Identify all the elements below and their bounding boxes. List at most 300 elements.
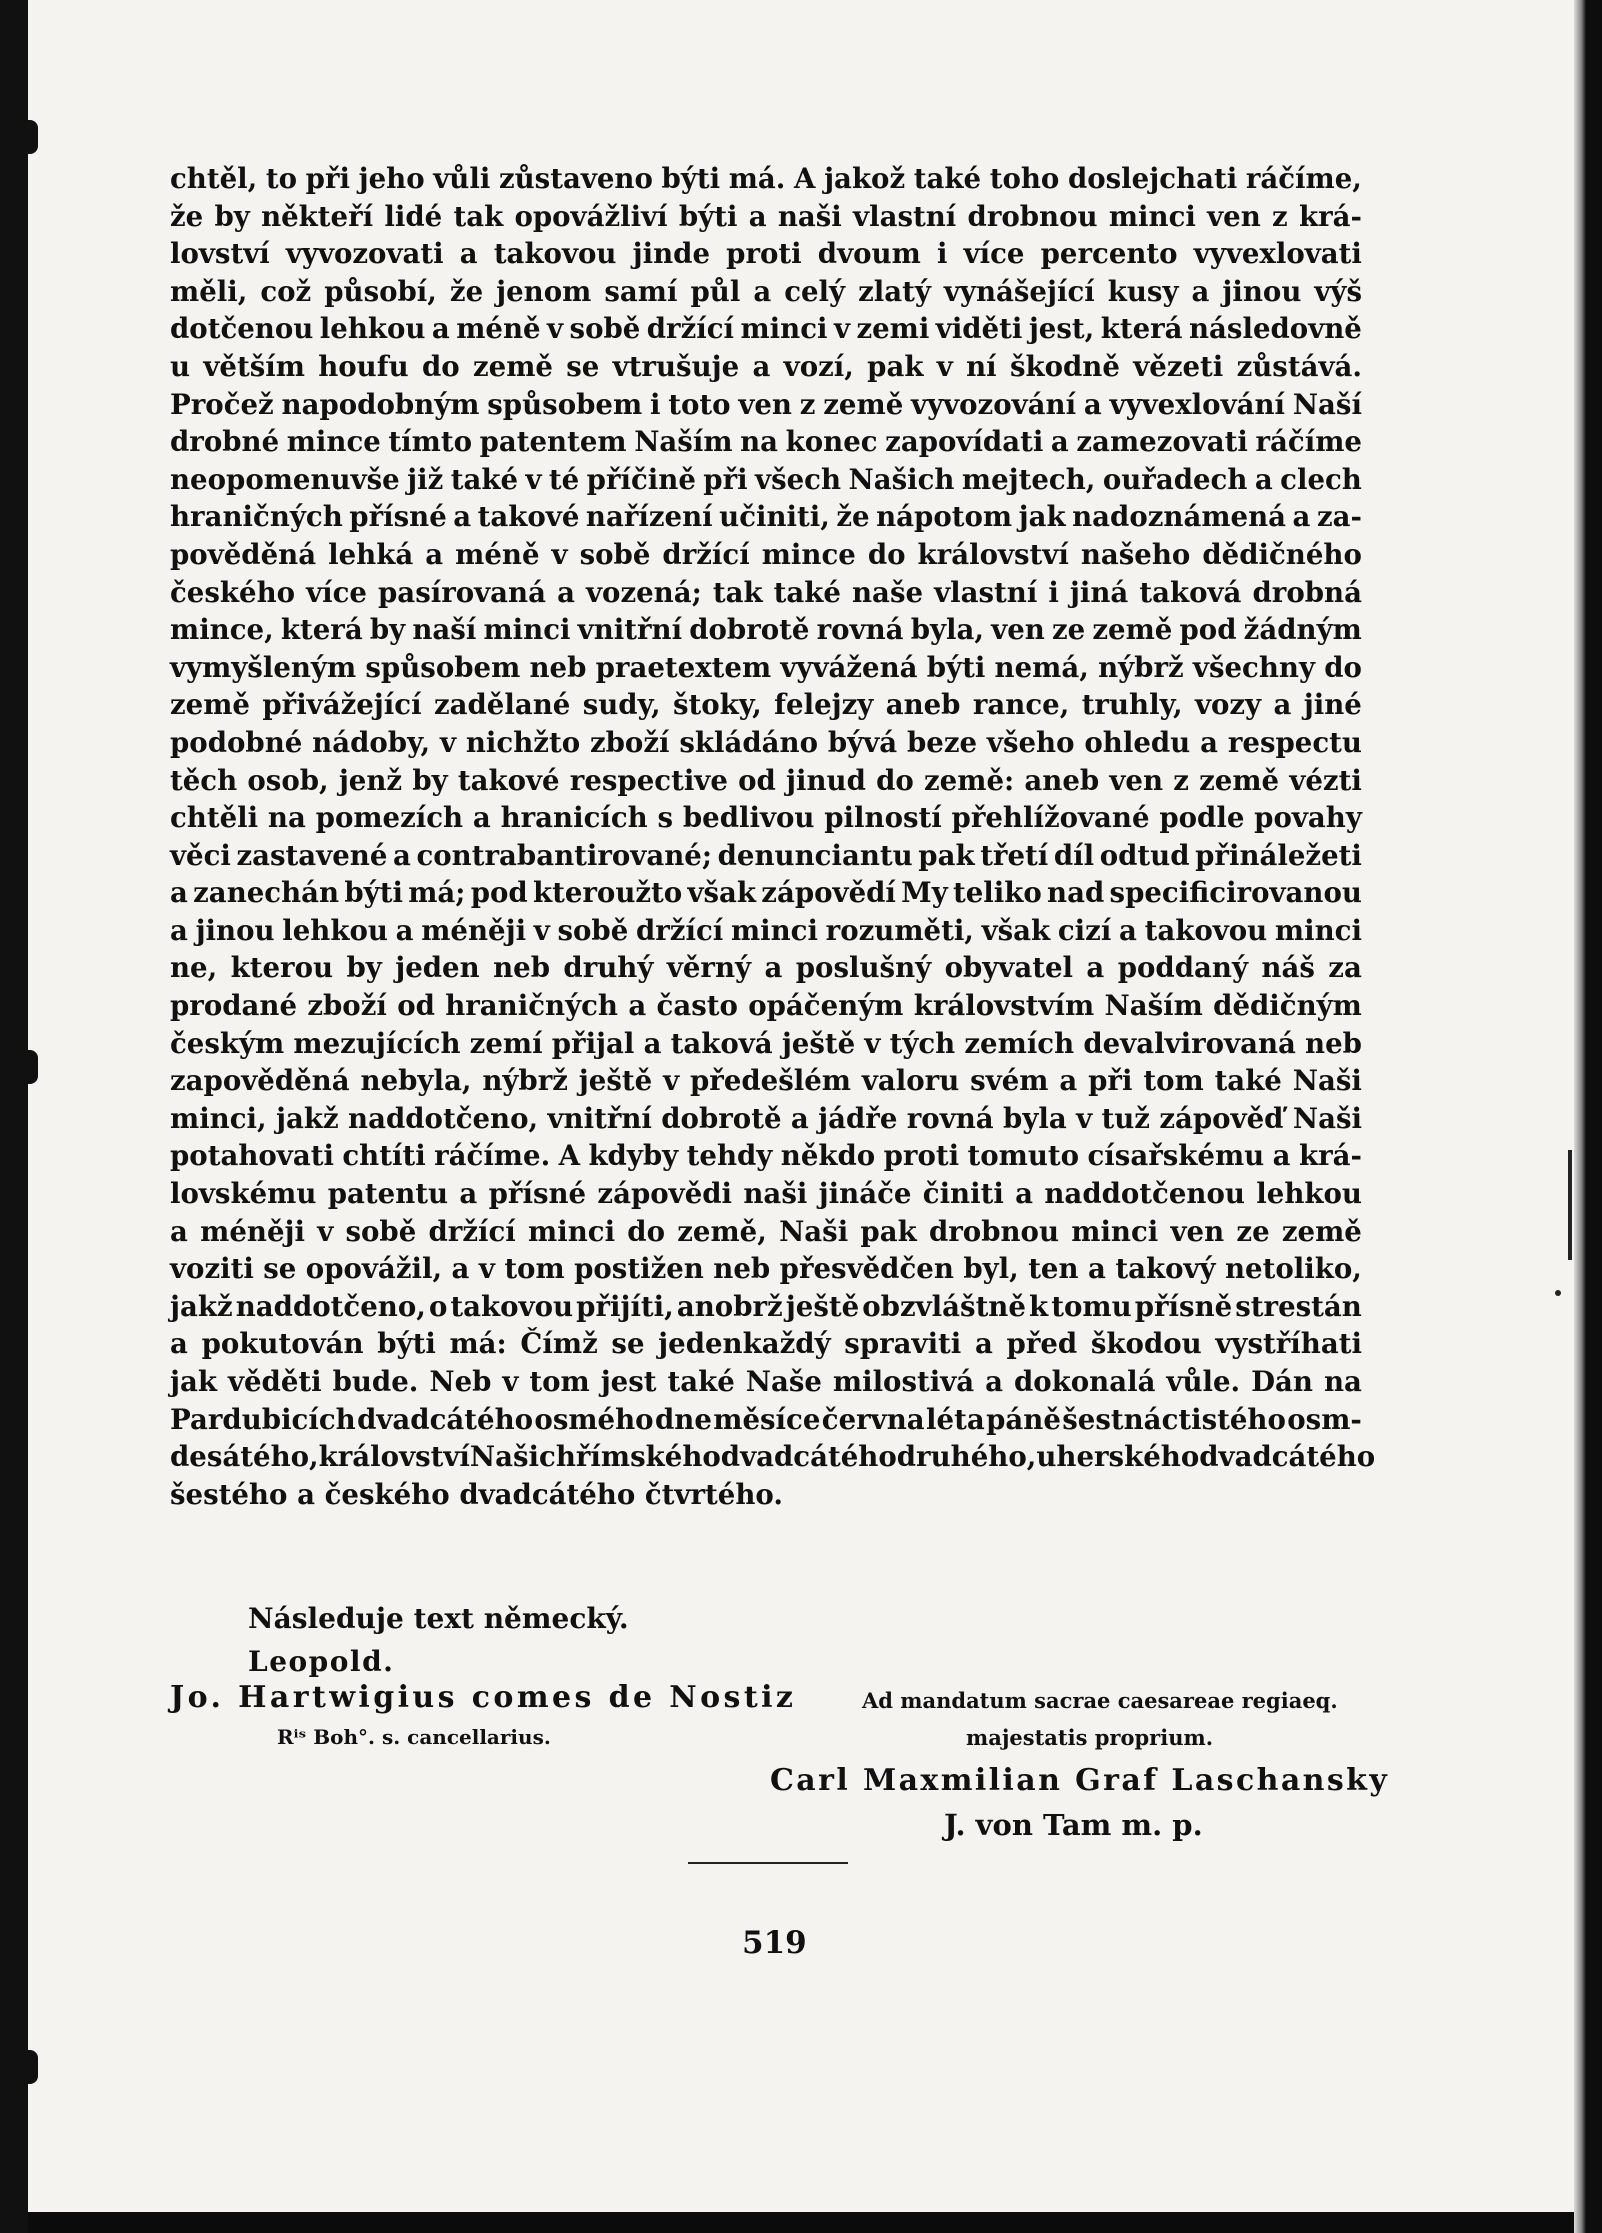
word: poddaný	[1117, 951, 1248, 985]
word: a	[1015, 1177, 1034, 1211]
word: v	[864, 1026, 881, 1060]
word: země	[1199, 763, 1280, 797]
word: chtěl,	[170, 162, 258, 195]
word: pilností	[824, 801, 942, 835]
word: jiná	[1069, 575, 1129, 609]
word: zapovídati	[885, 425, 1044, 459]
word: věrný	[666, 951, 752, 985]
word: minci	[740, 312, 828, 346]
word: má;	[408, 876, 466, 910]
word: ještě	[578, 1064, 653, 1098]
word: konec	[785, 425, 878, 459]
page-edge	[1586, 0, 1602, 2233]
word: Pardubicích	[170, 1402, 356, 1436]
word: a	[472, 801, 491, 835]
word: A	[558, 1139, 581, 1173]
word: již	[407, 462, 444, 496]
word: a	[1200, 725, 1218, 759]
word: působí,	[324, 274, 437, 308]
word: toho	[989, 162, 1060, 195]
word: držící	[646, 312, 735, 346]
word: však	[981, 913, 1051, 947]
word: na	[1323, 1365, 1362, 1398]
text-line	[170, 949, 1362, 987]
word: dvoum	[817, 237, 921, 271]
word: jádře	[818, 1101, 898, 1135]
word: lovskému	[170, 1177, 317, 1211]
word: méně	[455, 537, 540, 571]
word: měli,	[170, 274, 248, 308]
word: dotčenou	[170, 312, 314, 346]
word: země,	[677, 1214, 767, 1248]
word: tom	[1143, 1064, 1204, 1098]
word: zboží	[589, 725, 670, 759]
word: vozí,	[783, 349, 854, 383]
word: by	[214, 199, 250, 233]
word: specificirovanou	[1109, 876, 1362, 910]
word: druhý	[563, 951, 654, 985]
word: nad	[1047, 876, 1105, 910]
word: cizí	[1057, 913, 1112, 947]
word: se	[263, 1252, 297, 1286]
word: zadělané	[433, 688, 571, 722]
word: při	[305, 162, 350, 195]
word: A	[794, 162, 816, 195]
word: Naším	[1104, 989, 1203, 1023]
word: býti	[377, 1327, 436, 1361]
word: a	[392, 838, 411, 872]
word: také	[913, 162, 982, 195]
word: minci	[483, 613, 571, 647]
word: toto	[668, 387, 731, 421]
word: vnitřní	[547, 1101, 652, 1135]
word: uherského	[1036, 1440, 1200, 1474]
word: skládáno	[679, 725, 819, 759]
word: netoliko,	[1224, 1252, 1362, 1286]
word: země	[472, 349, 553, 383]
word: všeho	[986, 725, 1075, 759]
word: sobě	[345, 1214, 417, 1248]
word: vyvexlovati	[1193, 237, 1362, 271]
word: páně	[986, 1402, 1061, 1436]
word: dvadcátého	[357, 1402, 534, 1436]
word: za	[1328, 951, 1362, 985]
word: spůsobem	[487, 387, 643, 421]
word: kteroužto	[532, 876, 683, 910]
text-line	[170, 987, 1362, 1025]
word: škodně	[1009, 349, 1120, 383]
text-line	[170, 235, 1362, 273]
word: percento	[1040, 237, 1178, 271]
word: od	[738, 763, 776, 797]
word: odtud	[1099, 838, 1190, 872]
word: zboží	[307, 989, 387, 1023]
word: dědičným	[1213, 989, 1362, 1023]
word: do	[627, 1214, 665, 1248]
word: pověděná	[170, 537, 317, 571]
word: lehkou	[1256, 1177, 1362, 1211]
word: těch	[170, 763, 238, 797]
word: lovství	[170, 237, 270, 271]
word: jenž	[338, 763, 403, 797]
word: a	[1272, 1139, 1291, 1173]
text-line	[170, 198, 1362, 236]
word: v	[663, 1064, 680, 1098]
word: rozuměti,	[825, 913, 974, 947]
word: rovná	[816, 613, 904, 647]
word: spůsobem	[365, 650, 521, 684]
word: pod	[470, 876, 528, 910]
word: minci	[730, 913, 818, 947]
word: a	[170, 876, 188, 910]
word: zastavené	[236, 838, 388, 872]
word: takový	[1115, 1252, 1216, 1286]
word: království	[917, 537, 1069, 571]
word: a	[1254, 462, 1273, 496]
word: rance,	[972, 688, 1070, 722]
word: vozená;	[586, 575, 702, 609]
word: drobné	[170, 425, 280, 459]
word: nádoby,	[312, 725, 431, 759]
word: osm-	[1287, 1402, 1362, 1436]
text-line	[170, 799, 1362, 837]
word: nýbrž	[1098, 650, 1184, 684]
word: ráčíme	[1255, 425, 1362, 459]
word: dvadcátého	[720, 1440, 897, 1474]
word: samí	[604, 274, 678, 308]
word: osmého	[534, 1402, 654, 1436]
text-line	[170, 498, 1362, 536]
word: na	[267, 801, 306, 835]
word: vystříhati	[1215, 1327, 1362, 1361]
word: minci	[1274, 913, 1362, 947]
word: respectu	[1227, 725, 1362, 759]
word: mince,	[170, 613, 274, 647]
word: a	[297, 1477, 315, 1511]
word: byl,	[963, 1252, 1019, 1286]
word: tak	[453, 199, 504, 233]
word: clech	[1280, 462, 1362, 496]
word: českým	[170, 1026, 285, 1060]
word: vůli	[433, 162, 491, 195]
word: chtěli	[170, 801, 259, 835]
word: do	[1324, 650, 1362, 684]
word: by	[369, 613, 406, 647]
word: minci,	[170, 1101, 267, 1135]
book-spine	[0, 0, 28, 2233]
word: od	[397, 989, 435, 1023]
word: té	[548, 462, 580, 496]
word: žádným	[1243, 613, 1362, 647]
word: doslejchati	[1067, 162, 1238, 195]
word: celý	[784, 274, 846, 308]
word: českého	[324, 1477, 450, 1511]
word: byla,	[910, 613, 985, 647]
word: ze	[1051, 613, 1086, 647]
word: poslušný	[795, 951, 932, 985]
word: takové	[477, 500, 580, 534]
word: sudy,	[582, 688, 661, 722]
word: lehkou	[319, 312, 426, 346]
word: nadoznámená	[1072, 500, 1287, 534]
word: spraviti	[844, 1327, 962, 1361]
word: jinou	[195, 913, 275, 947]
word: a	[1292, 500, 1311, 534]
word: a	[643, 1026, 662, 1060]
signature-emperor: Leopold.	[248, 1645, 395, 1678]
word: země:	[924, 763, 1015, 797]
word: do	[421, 349, 460, 383]
word: a	[985, 1365, 1003, 1398]
word: tom	[504, 1252, 565, 1286]
word: dvadcátého	[1199, 1440, 1376, 1474]
word: jinud	[786, 763, 866, 797]
word: Našich	[469, 1440, 576, 1474]
word: královstvím	[913, 989, 1095, 1023]
word: země	[1281, 1214, 1362, 1248]
text-line	[170, 1175, 1362, 1213]
word: tomu	[1051, 1289, 1132, 1323]
word: k	[1029, 1289, 1049, 1323]
word: taková	[670, 1026, 773, 1060]
signature-right-name: Carl Maxmilian Graf Laschansky	[770, 1763, 1390, 1798]
word: vézti	[1289, 763, 1362, 797]
word: ouřadech	[1102, 462, 1248, 496]
word: přehlížované	[951, 801, 1150, 835]
signature-right-note-2: majestatis proprium.	[966, 1725, 1214, 1750]
word: vtrušuje	[612, 349, 740, 383]
word: také	[1214, 1064, 1282, 1098]
word: neb	[529, 650, 587, 684]
german-text-note: Následuje text německý.	[248, 1602, 629, 1635]
signature-left-name: Jo. Hartwigius comes de Nostiz	[170, 1680, 797, 1715]
word: naši	[777, 199, 842, 233]
word: přísně	[1134, 1289, 1233, 1323]
word: i	[1048, 575, 1059, 609]
word: někteří	[261, 199, 374, 233]
word: aneb	[1024, 763, 1100, 797]
word: všech	[755, 462, 842, 496]
word: bude.	[332, 1365, 419, 1398]
word: větším	[203, 349, 305, 383]
word: opovážil,	[305, 1252, 443, 1286]
word: Naši	[779, 1214, 849, 1248]
word: takovou	[493, 237, 617, 271]
text-line	[170, 423, 1362, 461]
word: krá-	[1298, 199, 1362, 233]
word: hranicích	[500, 801, 648, 835]
word: často	[656, 989, 738, 1023]
word: také	[667, 1365, 735, 1398]
page-number: 519	[742, 1925, 807, 1961]
word: osob,	[247, 763, 329, 797]
word: přijíti,	[576, 1289, 674, 1323]
word: lehkou	[282, 913, 388, 947]
word: svém	[970, 1064, 1049, 1098]
word: neb	[713, 1252, 771, 1286]
word: proti	[883, 1139, 960, 1173]
signature-left-title: Rⁱˢ Boh°. s. cancellarius.	[277, 1725, 551, 1749]
word: ještě	[785, 1289, 860, 1323]
word: minci	[1108, 199, 1196, 233]
word: mince	[761, 537, 856, 571]
word: jeden	[395, 951, 480, 985]
word: teliko	[952, 876, 1042, 910]
word: jest,	[1028, 312, 1095, 346]
word: šestého	[170, 1477, 288, 1511]
text-line	[170, 912, 1362, 950]
word: zápovědi	[597, 1177, 733, 1211]
word: podle	[1159, 801, 1245, 835]
word: českého	[170, 575, 296, 609]
text-line	[170, 1325, 1362, 1363]
word: že	[836, 500, 870, 534]
word: a	[1050, 425, 1069, 459]
word: neopomenuvše	[170, 462, 400, 496]
word: jiné	[1303, 688, 1362, 722]
word: nebyla,	[360, 1064, 472, 1098]
page-edge-shadow	[1574, 0, 1586, 2233]
word: země	[823, 387, 904, 421]
word: vynášející	[943, 274, 1095, 308]
text-line	[170, 273, 1362, 311]
word: takovou	[450, 1289, 574, 1323]
word: pokutován	[201, 1327, 364, 1361]
section-divider	[688, 1862, 848, 1864]
word: obyvatel	[944, 951, 1074, 985]
word: Neb	[429, 1365, 492, 1398]
text-line	[170, 1100, 1362, 1138]
word: nýbrž	[482, 1064, 568, 1098]
text-line	[170, 1213, 1362, 1251]
word: ven	[1170, 1214, 1225, 1248]
word: držící	[635, 913, 724, 947]
word: při	[1088, 1064, 1133, 1098]
word: do	[867, 537, 906, 571]
word: království	[318, 1440, 470, 1474]
word: Čímž	[520, 1327, 598, 1361]
word: tímto	[388, 425, 472, 459]
word: zemi	[856, 312, 930, 346]
word: tom	[529, 1365, 590, 1398]
word: praetextem	[595, 650, 772, 684]
word: přináležeti	[1195, 838, 1362, 872]
word: i	[649, 387, 661, 421]
word: ráčíme,	[1245, 162, 1362, 195]
word: taková	[1139, 575, 1242, 609]
word: mince	[286, 425, 381, 459]
word: opovážliví	[514, 199, 668, 233]
word: držící	[428, 1214, 516, 1248]
binding-notch	[14, 2050, 38, 2084]
word: více	[306, 575, 367, 609]
word: krá-	[1298, 1139, 1362, 1173]
word: býti	[926, 650, 986, 684]
word: proti	[726, 237, 802, 271]
text-line	[170, 536, 1362, 574]
word: Naše	[745, 1365, 822, 1398]
word: tomuto	[967, 1139, 1080, 1173]
word: jeho	[358, 162, 425, 195]
word: pasírovaná	[378, 575, 547, 609]
word: náš	[1261, 951, 1315, 985]
word: ten	[1028, 1252, 1079, 1286]
word: naddotčeno,	[348, 1101, 539, 1135]
word: ven	[1207, 199, 1261, 233]
word: pak	[860, 1214, 917, 1248]
word: ní	[966, 349, 997, 383]
word: v	[547, 312, 564, 346]
word: vozy	[1194, 688, 1262, 722]
word: z	[799, 387, 816, 421]
word: obzvláštně	[862, 1289, 1026, 1323]
text-line	[170, 724, 1362, 762]
word: napodobným	[281, 387, 480, 421]
edge-mark	[1568, 1150, 1572, 1260]
edge-dot	[1555, 1290, 1561, 1296]
word: při	[703, 462, 748, 496]
word: vnitřní	[577, 613, 683, 647]
word: dvadcátého	[459, 1477, 636, 1511]
signature-right-sub: J. von Tam m. p.	[944, 1808, 1203, 1842]
word: druhého,	[896, 1440, 1037, 1474]
word: i	[936, 237, 948, 271]
word: felejzy	[774, 688, 874, 722]
text-line	[170, 649, 1362, 687]
word: vůle.	[1166, 1365, 1241, 1398]
word: a	[170, 913, 188, 947]
word: drobnou	[967, 199, 1098, 233]
text-line	[170, 310, 1362, 348]
word: někdo	[780, 1139, 876, 1173]
word: býti	[344, 876, 403, 910]
word: císařskému	[1087, 1139, 1265, 1173]
word: nemá,	[994, 650, 1089, 684]
text-line	[170, 686, 1362, 724]
word: zamezovati	[1076, 425, 1248, 459]
word: a	[753, 274, 772, 308]
word: jinou	[1222, 274, 1302, 308]
text-line	[170, 386, 1362, 424]
word: díl	[1053, 838, 1095, 872]
word: naše	[852, 575, 924, 609]
word: tuž	[1101, 1101, 1150, 1135]
word: rovná	[906, 1101, 994, 1135]
word: podobné	[170, 725, 303, 759]
word: neb	[1305, 1026, 1362, 1060]
word: v	[439, 725, 457, 759]
word: následovně	[1188, 312, 1362, 346]
word: přísné	[349, 500, 447, 534]
word: kusy	[1107, 274, 1179, 308]
word: pod	[1179, 613, 1237, 647]
word: truhly,	[1081, 688, 1183, 722]
text-line	[170, 1137, 1362, 1175]
word: o	[428, 1289, 448, 1323]
word: na	[740, 425, 779, 459]
word: před	[1006, 1327, 1078, 1361]
word: vyvozovati	[285, 237, 444, 271]
word: vězeti	[1133, 349, 1224, 383]
word: do	[876, 763, 914, 797]
word: šestnáctistého	[1062, 1402, 1286, 1436]
word: takovou	[1144, 913, 1268, 947]
word: v	[317, 1214, 334, 1248]
word: a	[1191, 274, 1210, 308]
word: a	[425, 537, 444, 571]
word: a	[557, 575, 575, 609]
word: postižen	[574, 1252, 704, 1286]
